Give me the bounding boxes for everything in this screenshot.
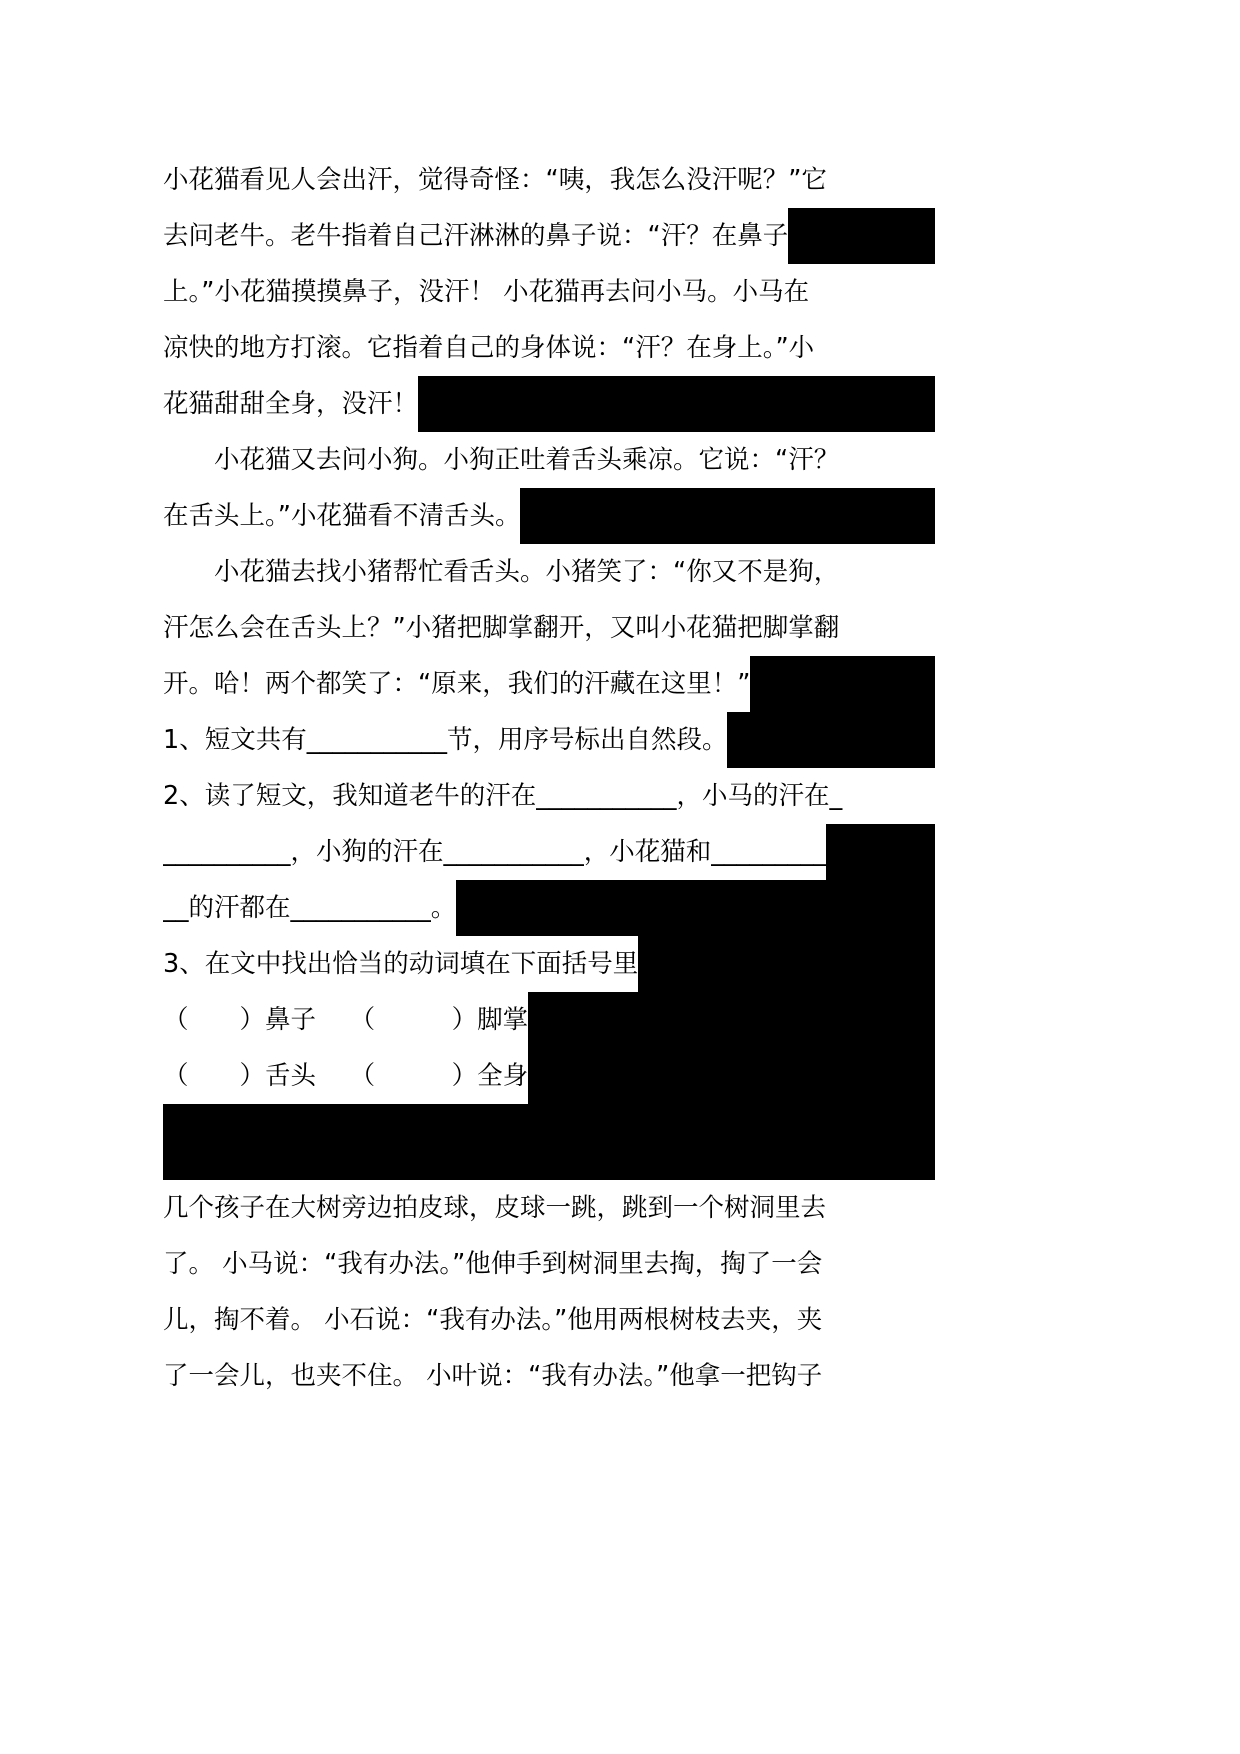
passage-line: 儿，掏不着。 小石说：“我有办法。”他用两根树枝去夹，夹 — [163, 1292, 935, 1348]
questions-one — [163, 712, 935, 1104]
section-gap — [163, 1104, 935, 1180]
passage-line: 开。哈！两个都笑了：“原来，我们的汗藏在这里！” — [163, 656, 750, 712]
passage-two — [163, 1180, 935, 1404]
passage-line: 去问老牛。老牛指着自己汗淋淋的鼻子说：“汗？在鼻子 — [163, 208, 788, 264]
passage-line: 几个孩子在大树旁边拍皮球，皮球一跳，跳到一个树洞里去 — [163, 1180, 935, 1236]
passage-line: 小花猫又去问小狗。小狗正吐着舌头乘凉。它说：“汗？ — [163, 432, 935, 488]
question-line: 1、短文共有___________节，用序号标出自然段。 — [163, 712, 727, 768]
passage-line: 了一会儿，也夹不住。 小叶说：“我有办法。”他拿一把钩子 — [163, 1348, 935, 1404]
question-line: （ ）鼻子 （ ）脚掌 — [163, 992, 528, 1048]
question-line: __________，小狗的汗在___________，小花猫和_________ — [163, 824, 826, 880]
question-line: （ ）舌头 （ ）全身 — [163, 1048, 528, 1104]
passage-line: 小花猫看见人会出汗，觉得奇怪：“咦，我怎么没汗呢？”它 — [163, 152, 935, 208]
question-line: __的汗都在___________。 — [163, 880, 456, 936]
passage-line: 了。 小马说：“我有办法。”他伸手到树洞里去掏，掏了一会 — [163, 1236, 935, 1292]
passage-one — [163, 152, 935, 712]
passage-line: 上。”小花猫摸摸鼻子，没汗！ 小花猫再去问小马。小马在 — [163, 264, 935, 320]
passage-line: 凉快的地方打滚。它指着自己的身体说：“汗？在身上。”小 — [163, 320, 935, 376]
passage-line: 在舌头上。”小花猫看不清舌头。 — [163, 488, 520, 544]
passage-line: 花猫甜甜全身，没汗！ — [163, 376, 418, 432]
question-line: 3、在文中找出恰当的动词填在下面括号里 — [163, 936, 638, 992]
question-line: 2、读了短文，我知道老牛的汗在___________，小马的汗在_ — [163, 768, 935, 824]
passage-line: 汗怎么会在舌头上？”小猪把脚掌翻开，又叫小花猫把脚掌翻 — [163, 600, 935, 656]
passage-line: 小花猫去找小猪帮忙看舌头。小猪笑了：“你又不是狗， — [163, 544, 935, 600]
document-content-block — [163, 152, 935, 1404]
